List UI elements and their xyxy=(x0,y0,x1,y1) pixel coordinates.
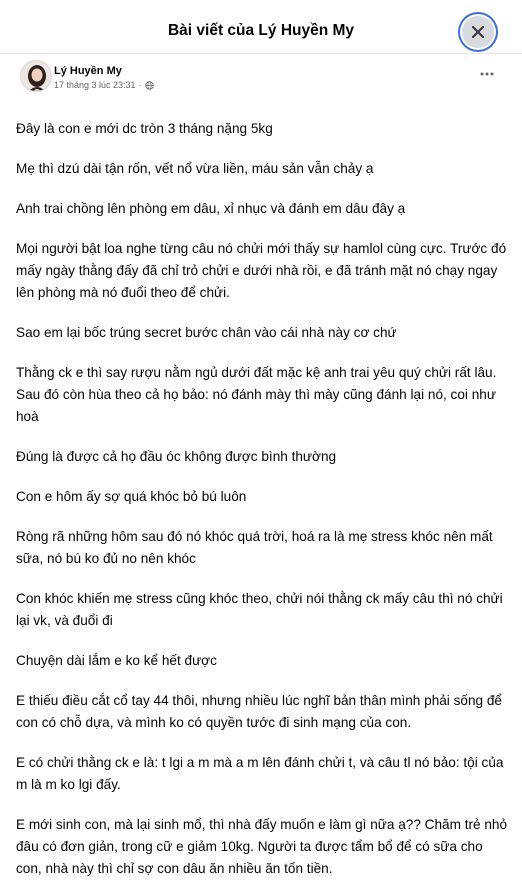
post-paragraph: Mọi người bật loa nghe từng câu nó chửi mới thấy sự hamlol cùng cực. Trước đó mấy ngày thằng đấy đã chỉ trỏ chửi e dưới nhà rồi, e đã tránh mặt nó chạy ngay lên phòng mà nó đuổi theo để chửi. xyxy=(16,241,507,300)
post-paragraph: Chuyện dài lắm e ko kể hết được xyxy=(16,653,217,668)
post-paragraph: E thiếu điều cắt cổ tay 44 thôi, nhưng nhiều lúc nghĩ bản thân mình phải sống để con có chỗ dựa, và mình ko có quyền tước đi sinh mạng của con. xyxy=(16,693,502,730)
post-paragraph: Đây là con e mới dc tròn 3 tháng nặng 5kg xyxy=(16,121,273,136)
post-meta: 17 tháng 3 lúc 23:31 · xyxy=(54,80,154,90)
post-timestamp[interactable]: 17 tháng 3 lúc 23:31 xyxy=(54,80,136,90)
post-paragraph: Con e hôm ấy sợ quá khóc bỏ bú luôn xyxy=(16,489,247,504)
post-paragraph: Con khóc khiến mẹ stress cũng khóc theo, chửi nói thằng ck mấy câu thì nó chửi lại vk, và đuổi đi xyxy=(16,591,503,628)
avatar-image xyxy=(21,61,52,92)
more-options-icon xyxy=(480,72,494,76)
post-paragraph: Anh trai chồng lên phòng em dâu, xỉ nhục và đánh em dâu đây ạ xyxy=(16,201,406,216)
post-paragraph: Mẹ thì dzú dài tận rốn, vết nổ vừa liền, máu sản vẫn chảy ạ xyxy=(16,161,374,176)
post-paragraph: E có chửi thằng ck e là: t lgi a m mà a m lên đánh chửi t, và câu tl nó bảo: tội của m là m ko lgi đấy. xyxy=(16,755,504,792)
post-paragraph: Thằng ck e thì say rượu nằm ngủ dưới đất mặc kệ anh trai yêu quý chửi rất lâu. Sau đó còn hùa theo cả họ bảo: nó đánh mày thì mày cũng đánh lại nó, coi như hoà xyxy=(16,365,497,424)
post-paragraph: Đúng là được cả họ đầu óc không được bình thường xyxy=(16,449,337,464)
close-icon xyxy=(471,25,485,39)
dialog-title: Bài viết của Lý Huyền My xyxy=(167,22,355,39)
post-paragraph: Ròng rã những hôm sau đó nó khóc quá trời, hoá ra là mẹ stress khóc nên mất sữa, nó bú ko đủ no nên khóc xyxy=(16,529,493,566)
post-content xyxy=(16,118,508,880)
dialog-header xyxy=(0,0,522,54)
avatar[interactable] xyxy=(20,60,52,92)
globe-icon xyxy=(145,81,154,90)
more-options-button[interactable] xyxy=(476,66,498,82)
post-paragraph: Sao em lại bốc trúng secret bước chân vào cái nhà này cơ chứ xyxy=(16,325,397,340)
post-paragraph: E mới sinh con, mà lại sinh mổ, thì nhà đấy muốn e làm gì nữa ạ?? Chăm trẻ nhỏ đâu có đơn giản, trong cữ e giảm 10kg. Người ta được tẩm bổ để có sữa cho con, nhà này thì chỉ sợ con dâu ăn nhiều ăn tốn tiền. xyxy=(16,817,508,876)
author-name[interactable]: Lý Huyền My xyxy=(54,65,122,77)
post-author xyxy=(20,60,502,96)
close-button[interactable] xyxy=(462,16,494,48)
